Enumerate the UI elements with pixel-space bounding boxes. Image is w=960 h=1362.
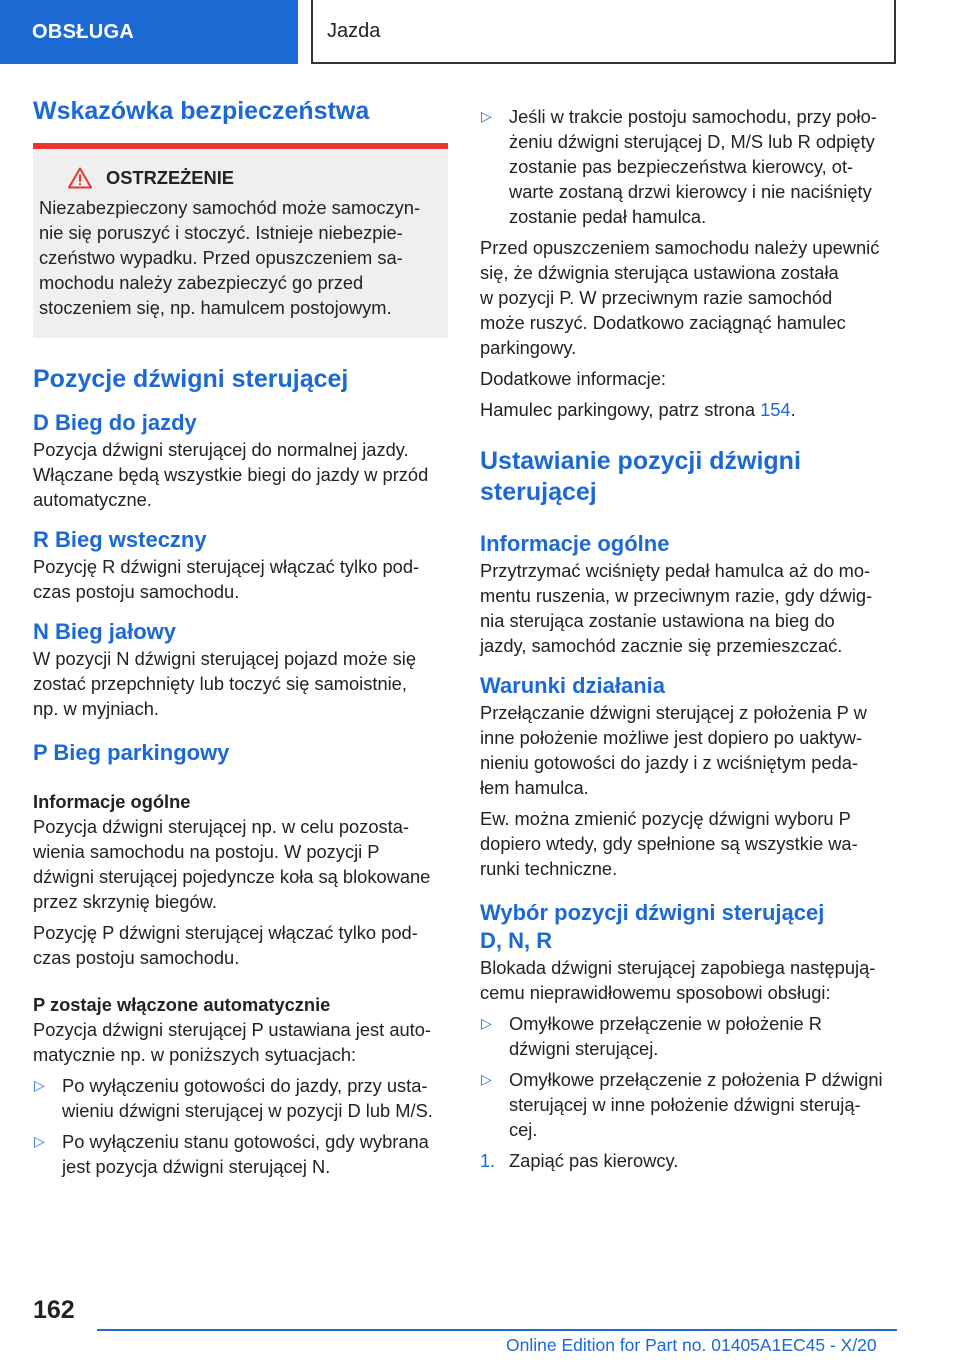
paragraph-p-2: Pozycję P dźwigni sterującej włączać tylko pod- czas postoju samochodu. xyxy=(33,922,418,968)
triangle-bullet-icon: ▷ xyxy=(481,1015,492,1031)
paragraph-p-3: Pozycja dźwigni sterującej P ustawiana jest auto- matycznie np. w poniższych sytuacjach: xyxy=(33,1019,431,1065)
paragraph-conditions-1: Przełączanie dźwigni sterującej z położenia P w inne położenie możliwe jest dopiero po uaktyw- nieniu gotowości do jazdy i z wciśniętym peda- łem hamulca. xyxy=(480,702,867,798)
heading-positions: Pozycje dźwigni sterującej xyxy=(33,365,349,393)
heading-setting: Ustawianie pozycji dźwigni sterującej xyxy=(480,447,801,506)
list-item: ▷ Po wyłączeniu stanu gotowości, gdy wybrana jest pozycja dźwigni sterującej N. xyxy=(34,1131,429,1177)
warning-text: Niezabezpieczony samochód może samoczyn- nie się poruszyć i stoczyć. Istnieje niebezpie- czeństwo wypadku. Przed opuszczeniem sa- mochodu należy zabezpieczyć go przed stoczeniem się, np. hamulcem postojowym. xyxy=(39,197,421,318)
footer-divider xyxy=(97,1329,897,1331)
heading-conditions: Warunki działania xyxy=(480,673,666,698)
triangle-bullet-icon: ▷ xyxy=(481,1071,492,1087)
paragraph-general: Przytrzymać wciśnięty pedał hamulca aż do mo- mentu ruszenia, w przeciwnym razie, gdy dźwig- nia sterująca zostanie ustawiona na bieg do jazdy, samochód zacznie się przemieszczać. xyxy=(480,560,873,656)
chapter-title: Jazda xyxy=(327,20,381,42)
warning-box xyxy=(33,143,448,338)
heading-p: P Bieg parkingowy xyxy=(33,740,230,765)
heading-select: Wybór pozycji dźwigni sterującej D, N, R xyxy=(480,900,825,953)
numbered-step xyxy=(480,1148,896,1173)
heading-safety: Wskazówka bezpieczeństwa xyxy=(33,97,370,125)
paragraph-p-1: Pozycja dźwigni sterującej np. w celu pozosta- wienia samochodu na postoju. W pozycji P dźwigni sterującej pojedyncze koła są blokowane przez skrzynię biegów. xyxy=(33,816,431,912)
triangle-bullet-icon: ▷ xyxy=(34,1077,45,1093)
right-column xyxy=(480,104,896,1173)
warning-triangle-icon xyxy=(68,167,92,189)
triangle-bullet-icon: ▷ xyxy=(34,1133,45,1149)
paragraph-conditions-2: Ew. można zmienić pozycję dźwigni wyboru P dopiero wtedy, gdy spełnione są wszystkie wa- runki techniczne. xyxy=(480,808,858,879)
section-tab: OBSŁUGA xyxy=(0,0,298,64)
left-column xyxy=(33,96,448,1179)
step-number: 1. xyxy=(480,1150,496,1171)
paragraph-n: W pozycji N dźwigni sterującej pojazd może się zostać przepchnięty lub toczyć się samoistnie, np. w myjniach. xyxy=(33,648,417,719)
more-info-label: Dodatkowe informacje: xyxy=(480,368,666,389)
list-item: ▷ Po wyłączeniu gotowości do jazdy, przy usta- wieniu dźwigni sterującej w pozycji D lub M/S. xyxy=(34,1075,433,1121)
triangle-bullet-icon: ▷ xyxy=(481,108,492,124)
paragraph-before-leaving: Przed opuszczeniem samochodu należy upewnić się, że dźwignia sterująca ustawiona została w pozycji P. W przeciwnym razie samochód może ruszyć. Dodatkowo zaciągnąć hamulec parkingowy. xyxy=(480,237,880,358)
paragraph-select-intro: Blokada dźwigni sterującej zapobiega następują- cemu nieprawidłowemu sposobowi obsługi: xyxy=(480,957,876,1003)
page-number: 162 xyxy=(33,1296,75,1324)
heading-d: D Bieg do jazdy xyxy=(33,410,197,435)
paragraph-r: Pozycję R dźwigni sterującej włączać tylko pod- czas postoju samochodu. xyxy=(33,556,420,602)
list-item: ▷ Omyłkowe przełączenie w położenie R dźwigni sterującej. xyxy=(481,1013,822,1059)
heading-n: N Bieg jałowy xyxy=(33,619,177,644)
chapter-header xyxy=(311,0,896,64)
footer-edition: Online Edition for Part no. 01405A1EC45 - X/20 xyxy=(506,1335,877,1355)
page-reference: Hamulec parkingowy, patrz strona 154. xyxy=(480,399,796,420)
step-text: Zapiąć pas kierowcy. xyxy=(509,1150,679,1171)
list-item: ▷ Jeśli w trakcie postoju samochodu, przy poło- żeniu dźwigni sterującej D, M/S lub R odpięty zostanie pas bezpieczeństwa kierowcy, ot- warte zostaną drzwi kierowcy i nie naciśnięty zostanie pedał hamulca. xyxy=(481,106,877,227)
heading-r: R Bieg wsteczny xyxy=(33,527,207,552)
warning-title: OSTRZEŻENIE xyxy=(106,167,234,188)
subheading-p-general: Informacje ogólne xyxy=(33,791,191,812)
paragraph-d: Pozycja dźwigni sterującej do normalnej jazdy. Włączane będą wszystkie biegi do jazdy w przód automatyczne. xyxy=(33,439,429,510)
page-link[interactable]: 154 xyxy=(760,399,791,420)
list-item: ▷ Omyłkowe przełączenie z położenia P dźwigni sterującej w inne położenie dźwigni sterują- cej. xyxy=(481,1069,883,1140)
subheading-p-auto: P zostaje włączone automatycznie xyxy=(33,994,331,1015)
heading-general: Informacje ogólne xyxy=(480,531,670,556)
